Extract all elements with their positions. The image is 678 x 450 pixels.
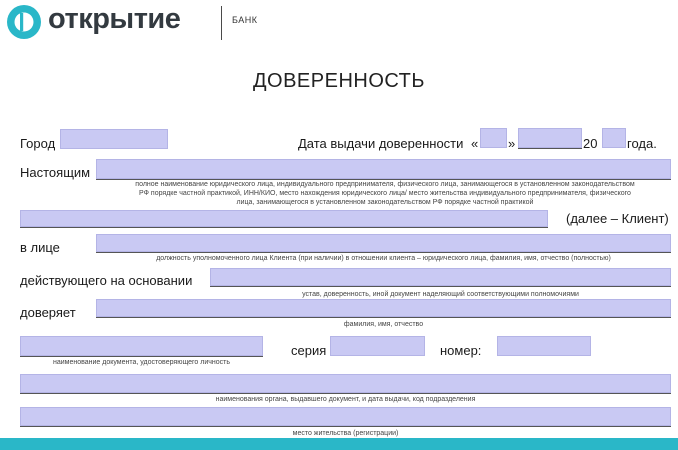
quote-open: « xyxy=(471,136,479,151)
city-field[interactable] xyxy=(60,129,168,149)
city-label: Город xyxy=(20,136,56,151)
residence-hint: место жительства (регистрации) xyxy=(292,430,399,437)
id-document-hint: наименование документа, удостоверяющего личность xyxy=(52,359,231,366)
year-prefix: 20 xyxy=(583,136,598,151)
basis-label: действующего на основании xyxy=(20,273,193,288)
brand-suffix: БАНК xyxy=(232,15,258,25)
quote-close: » xyxy=(508,136,516,151)
month-underline xyxy=(518,148,582,149)
number-label: номер: xyxy=(440,343,482,358)
trusts-label: доверяет xyxy=(20,305,76,320)
principal-continuation-underline xyxy=(20,227,548,228)
basis-underline xyxy=(210,286,671,287)
date-label: Дата выдачи доверенности xyxy=(298,136,464,151)
issuer-field[interactable] xyxy=(20,374,671,393)
hereby-label: Настоящим xyxy=(20,165,91,180)
residence-underline xyxy=(20,426,671,427)
day-field[interactable] xyxy=(480,128,507,148)
trustee-name-field[interactable] xyxy=(96,299,671,317)
representative-hint: должность уполномоченного лица Клиента (при наличии) в отношении клиента – юридического лица, фамилия, имя, отчество (полностью) xyxy=(156,255,611,262)
series-field[interactable] xyxy=(330,336,425,356)
month-field[interactable] xyxy=(518,128,582,148)
bottom-brand-bar xyxy=(0,438,678,450)
year-suffix: года. xyxy=(627,136,657,151)
otkritie-logo-icon xyxy=(6,4,42,40)
issuer-underline xyxy=(20,393,671,394)
document-title: ДОВЕРЕННОСТЬ xyxy=(252,70,426,92)
client-label: (далее – Клиент) xyxy=(566,211,669,226)
series-label: серия xyxy=(291,343,327,358)
trustee-hint: фамилия, имя, отчество xyxy=(343,321,424,328)
principal-field[interactable] xyxy=(96,159,671,179)
person-label: в лице xyxy=(20,240,60,255)
issuer-hint: наименования органа, выдавшего документ, и дата выдачи, код подразделения xyxy=(215,396,476,403)
id-document-field[interactable] xyxy=(20,336,263,356)
principal-hint: полное наименование юридического лица, индивидуального предпринимателя, физического лица, занимающегося в установленном законодательством РФ порядке частной практикой, ИНН/КИО, место нахождения юридического лица/ место жительства индивидуального предпринимателя, физического лица, занимающегося в установленном законодательством РФ порядке частной практикой xyxy=(135,181,635,206)
id-document-underline xyxy=(20,356,263,357)
trustee-underline xyxy=(96,317,671,318)
year-field[interactable] xyxy=(602,128,626,148)
residence-field[interactable] xyxy=(20,407,671,426)
basis-hint: устав, доверенность, иной документ наделяющий соответствующими полномочиями xyxy=(302,291,579,298)
number-field[interactable] xyxy=(497,336,591,356)
representative-field[interactable] xyxy=(96,234,671,252)
principal-continuation-field[interactable] xyxy=(20,210,548,227)
brand-divider xyxy=(221,6,222,40)
representative-underline xyxy=(96,252,671,253)
basis-field[interactable] xyxy=(210,268,671,286)
brand-name: открытие xyxy=(48,3,181,35)
